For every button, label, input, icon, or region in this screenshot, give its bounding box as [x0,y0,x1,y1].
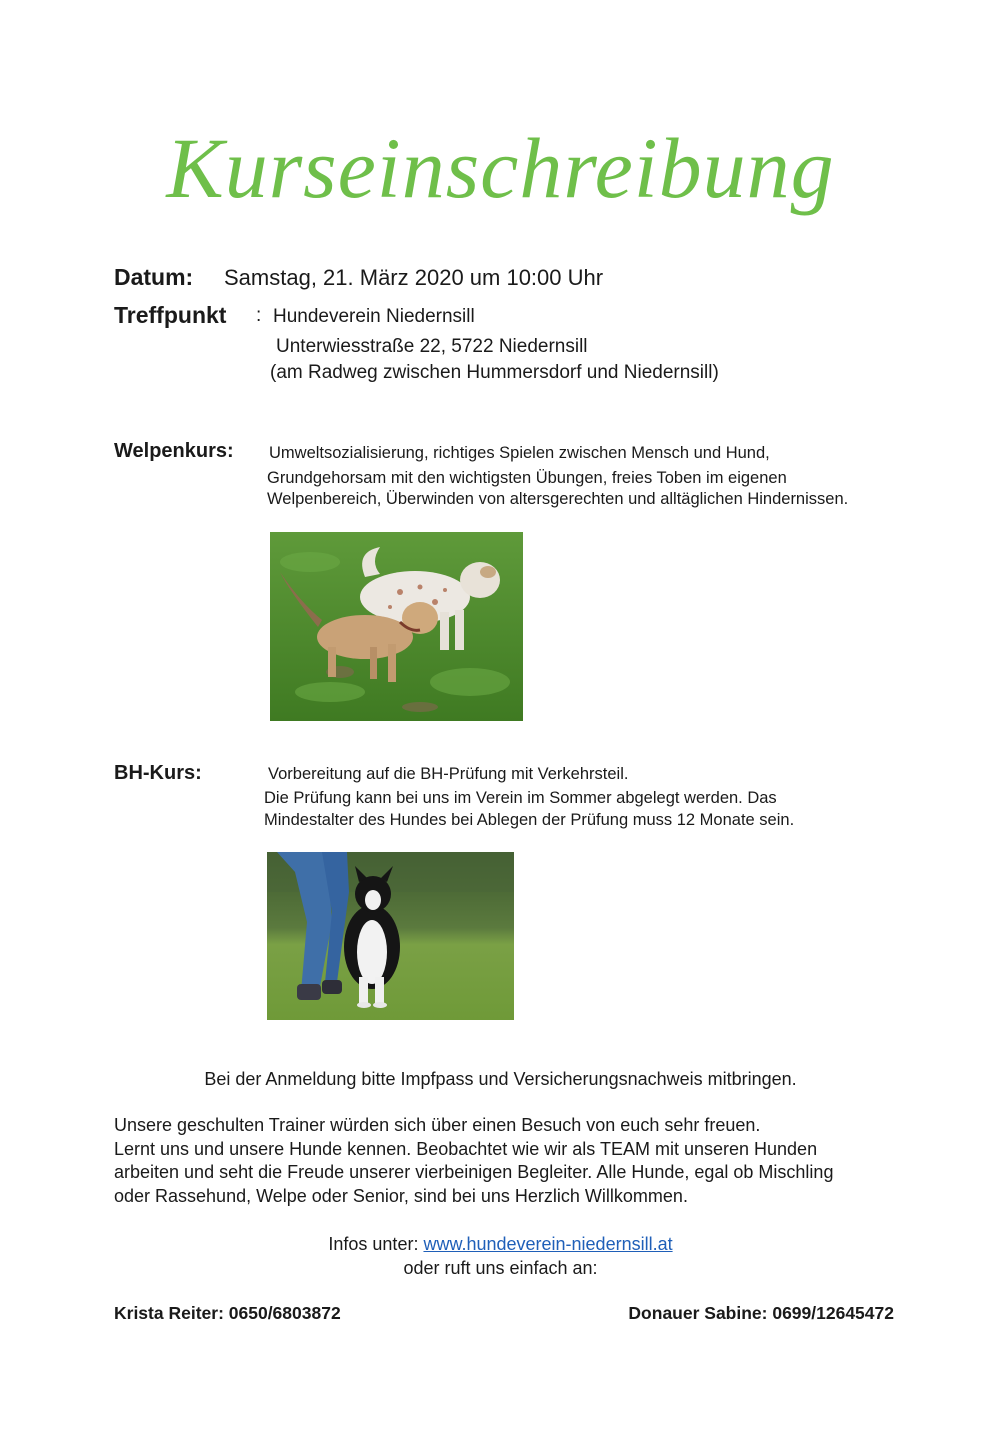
bhkurs-label: BH-Kurs: [114,762,202,784]
bhkurs-line-3: Mindestalter des Hundes bei Ablegen der Prüfung muss 12 Monate sein. [264,811,795,829]
welpen-photo [270,532,523,721]
treffpunkt-line-3: (am Radweg zwischen Hummersdorf und Niedernsill) [270,362,719,383]
welpenkurs-line-3: Welpenbereich, Überwinden von altersgerechten und alltäglichen Hindernissen. [267,490,849,508]
paragraph-line-1: Unsere geschulten Trainer würden sich über einen Besuch von euch sehr freuen. [114,1115,761,1135]
bhkurs-line-1: Vorbereitung auf die BH-Prüfung mit Verkehrsteil. [268,765,629,783]
anmeldung-note: Bei der Anmeldung bitte Impfpass und Versicherungsnachweis mitbringen. [204,1069,797,1089]
bhkurs-photo [267,852,514,1020]
page-title: Kurseinschreibung [166,120,835,216]
treffpunkt-line-1: Hundeverein Niedernsill [273,306,475,327]
contact-left: Krista Reiter: 0650/6803872 [114,1303,341,1323]
paragraph-line-3: arbeiten und seht die Freude unserer vierbeinigen Begleiter. Alle Hunde, egal ob Mischling [114,1162,834,1182]
welpenkurs-line-1: Umweltsozialisierung, richtiges Spielen zwischen Mensch und Hund, [269,444,770,462]
treffpunkt-line-2: Unterwiesstraße 22, 5722 Niedernsill [276,336,588,357]
datum-label: Datum: [114,264,194,290]
welpenkurs-label: Welpenkurs: [114,440,234,462]
treffpunkt-colon: : [256,305,262,326]
infos-line [0,1232,1001,1256]
treffpunkt-label: Treffpunkt [114,302,227,328]
datum-value: Samstag, 21. März 2020 um 10:00 Uhr [224,265,604,290]
infos-prefix: Infos unter: [328,1234,424,1254]
welpenkurs-line-2: Grundgehorsam mit den wichtigsten Übungen, freies Toben im eigenen [267,469,787,487]
infos-call-line: oder ruft uns einfach an: [403,1258,598,1278]
bhkurs-line-2: Die Prüfung kann bei uns im Verein im Sommer abgelegt werden. Das [264,789,777,807]
paragraph-line-2: Lernt uns und unsere Hunde kennen. Beobachtet wie wir als TEAM mit unseren Hunden [114,1139,818,1159]
contact-right: Donauer Sabine: 0699/12645472 [628,1303,894,1323]
paragraph-line-4: oder Rassehund, Welpe oder Senior, sind bei uns Herzlich Willkommen. [114,1186,688,1206]
website-link[interactable]: www.hundeverein-niedernsill.at [423,1234,673,1254]
